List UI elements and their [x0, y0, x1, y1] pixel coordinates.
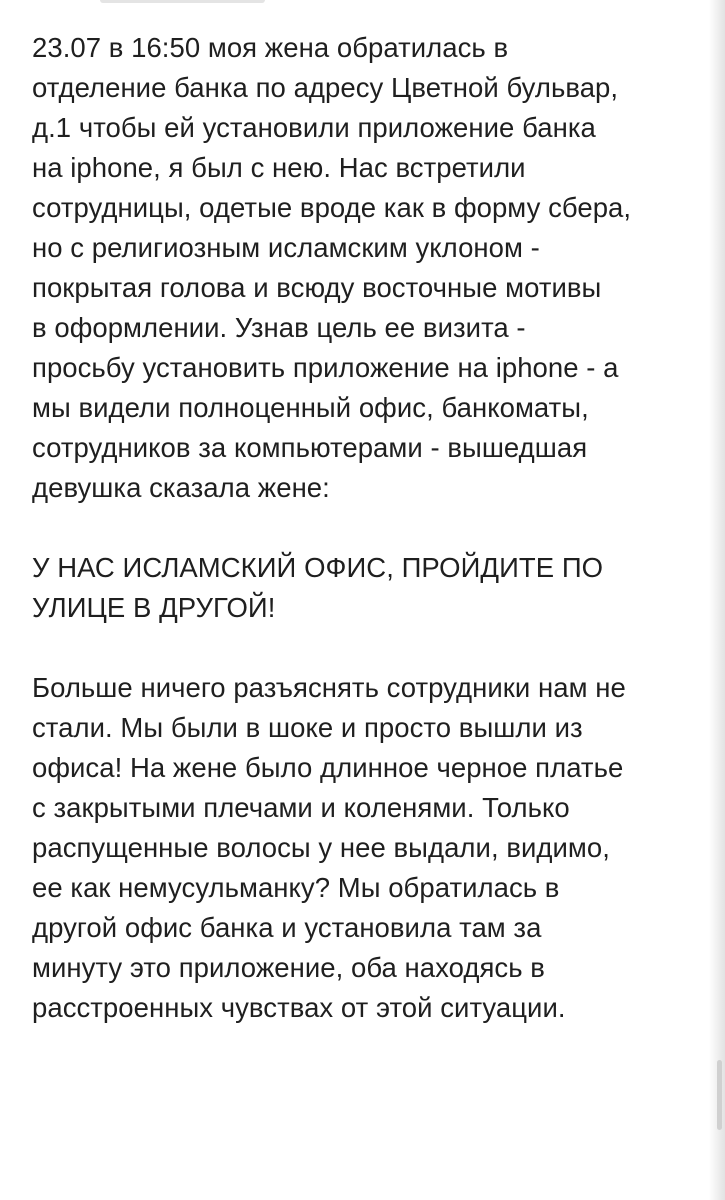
- top-edge-decoration: [100, 0, 265, 3]
- scrollbar-track[interactable]: [709, 0, 725, 1200]
- post-paragraph-3: Больше ничего разъяснять сотрудники нам не стали. Мы были в шоке и просто вышли из офиса! На жене было длинное черное платье с закрытыми плечами и коленями. Только распущенные волосы у нее выдали, видимо, ее как немусульманку? Мы обратилась в другой офис банка и установила там за минуту это приложение, оба находясь в расстроенных чувствах от этой ситуации.: [32, 672, 626, 1023]
- scrollbar-thumb[interactable]: [717, 1060, 722, 1130]
- post-body: [32, 28, 706, 1028]
- post-paragraph-1: 23.07 в 16:50 моя жена обратилась в отделение банка по адресу Цветной бульвар, д.1 чтобы ей установили приложение банка на iphone, я был с нею. Нас встретили сотрудницы, одетые вроде как в форму сбера, но с религиозным исламским уклоном - покрытая голова и всюду восточные мотивы в оформлении. Узнав цель ее визита - просьбу установить приложение на iphone - а мы видели полноценный офис, банкоматы, сотрудников за компьютерами - вышедшая девушка сказала жене:: [32, 32, 632, 503]
- post-paragraph-2-quote: У НАС ИСЛАМСКИЙ ОФИС, ПРОЙДИТЕ ПО УЛИЦЕ В ДРУГОЙ!: [32, 552, 604, 623]
